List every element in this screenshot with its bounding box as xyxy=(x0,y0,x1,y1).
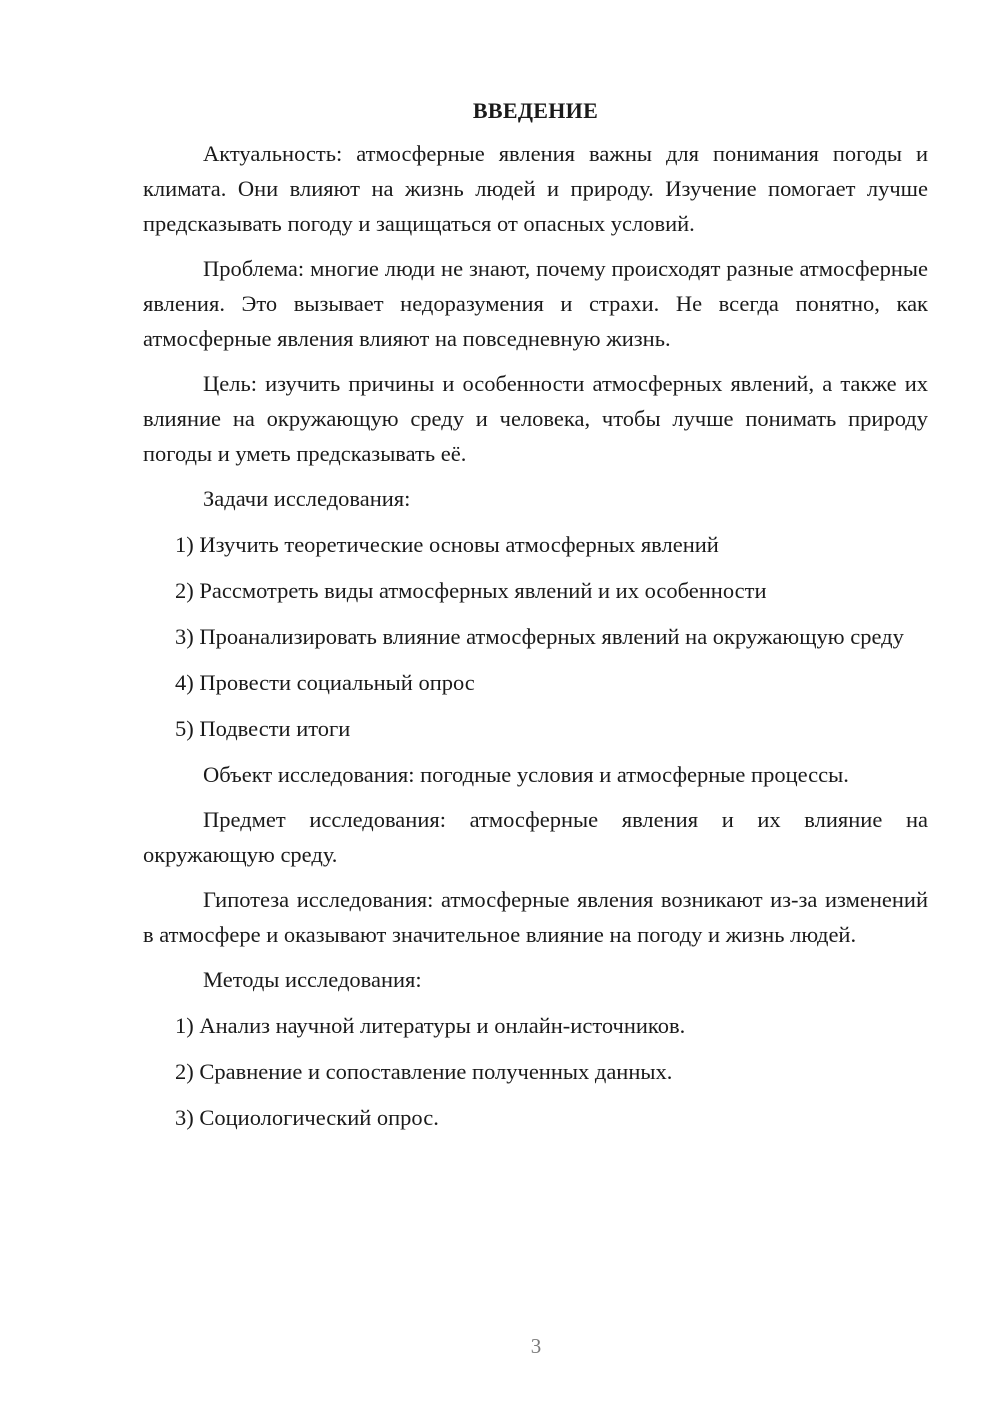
task-item: 2) Рассмотреть виды атмосферных явлений и их особенности xyxy=(175,578,767,603)
method-item: 2) Сравнение и сопоставление полученных данных. xyxy=(175,1059,673,1084)
task-item: 3) Проанализировать влияние атмосферных явлений на окружающую среду xyxy=(175,624,904,649)
task-item: 1) Изучить теоретические основы атмосферных явлений xyxy=(175,532,719,557)
section-title: ВВЕДЕНИЕ xyxy=(472,98,599,123)
page-number: 3 xyxy=(530,1334,542,1358)
goal-paragraph: Цель: изучить причины и особенности атмосферных явлений, а также их влияние на окружающую среду и человека, чтобы лучше понимать природу погоды и уметь предсказывать её. xyxy=(143,371,928,466)
task-item: 5) Подвести итоги xyxy=(175,716,351,741)
method-item: 1) Анализ научной литературы и онлайн-источников. xyxy=(175,1013,686,1038)
methods-heading: Методы исследования: xyxy=(203,967,422,992)
relevance-paragraph: Актуальность: атмосферные явления важны для понимания погоды и климата. Они влияют на жизнь людей и природу. Изучение помогает лучше предсказывать погоду и защищаться от опасных условий. xyxy=(143,141,928,236)
object-paragraph: Объект исследования: погодные условия и атмосферные процессы. xyxy=(203,762,849,787)
document-page xyxy=(143,96,928,1146)
subject-paragraph: Предмет исследования: атмосферные явления и их влияние на окружающую среду. xyxy=(143,807,928,867)
problem-paragraph: Проблема: многие люди не знают, почему происходят разные атмосферные явления. Это вызывает недоразумения и страхи. Не всегда понятно, как атмосферные явления влияют на повседневную жизнь. xyxy=(143,256,928,351)
hypothesis-paragraph: Гипотеза исследования: атмосферные явления возникают из-за изменений в атмосфере и оказывают значительное влияние на погоду и жизнь людей. xyxy=(143,887,928,947)
tasks-heading: Задачи исследования: xyxy=(203,486,411,511)
method-item: 3) Социологический опрос. xyxy=(175,1105,439,1130)
task-item: 4) Провести социальный опрос xyxy=(175,670,475,695)
